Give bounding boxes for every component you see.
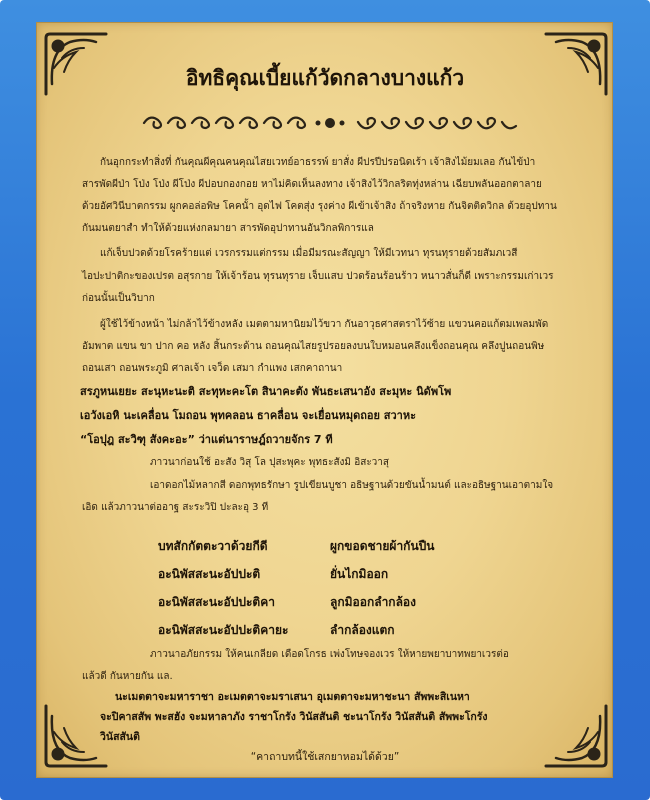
paragraph-line: สารพัดผีป่า โป่ง โป่ง ผีโป่ง ผีปอบกองกอย หาไม่คิดเห็นลงทาง เจ้าสิงไว้วิกลริตทุ่งหล่าน เฉียบพลันออกตาลาย — [82, 179, 542, 190]
final-mantra-line: วินัสสันติ — [100, 731, 140, 743]
paragraph-line: ถอนเสา ถอนพระภูมิ ศาลเจ้า เจว็ด เสมา กำแพง เสกคาถานา — [82, 363, 343, 374]
instruction-line: เอิด แล้วภาวนาต่ออาฐ สะระวิปิ ปะละอุ 3 ที — [82, 502, 269, 513]
mantra-line: สรภูหนเยยะ สะนุหะนะติ สะทุหะคะโต สินาคะตัง พันธะเสนาอัง สะมุหะ นิดัพโพ — [80, 385, 452, 398]
closing-line: ภาวนาอภัยกรรม ให้คนเกลียด เดือดโกรธ เพ่งโทษจองเวร ให้หายพยาบาทพยาเวรต่อ — [150, 649, 509, 660]
title-divider-ornament — [140, 112, 520, 134]
paragraph-line: ไอปะปาติกะของเปรต อสุรกาย ให้เจ้าร้อน ทุรนทุราย เจ็บแสบ ปวดร้อนร้อนร้าว หนาวสั่นก็ดี เพราะกรรมเก่าเวร — [82, 271, 554, 282]
paragraph-line: ด้วยอัศวินีบาตกรรม ผูกคอล่อพิษ โคคนั้า อุดไฟ โคตสุ่ง รุงค่าง ผีเข้าเจ้าสิง ถ้าจริงหาย กันจิตติดวิกล ด้วยอุปทาน — [82, 201, 557, 212]
paragraph-line: กันมนตยาสำ ทำให้ด้วยแห่งกลมายา สารพัดอุปาทานอันวิกลพิการแล — [82, 223, 374, 234]
closing-line: แล้วดี กันหายกัน แล. — [82, 671, 173, 682]
final-mantra-line: นะเมตตาจะมหาราชา อะเมตตาจะมราเสนา อุเมตตาจะมหาชะนา สัพพะสิเนหา — [115, 691, 470, 703]
paragraph-line: แก้เจ็บปวดด้วยโรคร้ายแต่ เวรกรรมแต่กรรม เมื่อมีมรณะสัญญา ให้มีเวทนา ทุรนทุรายด้วยสัมภเวสี — [100, 248, 518, 259]
document-title: อิทธิคุณเบี้ยแก้วัดกลางบางแก้ว — [185, 65, 465, 90]
verse-right: ลำกล้องแตก — [330, 623, 395, 637]
mantra-line: “โอปุฎ สะวิฑุ สังคะอะ” ว่าแต่นาราษฎ์ถวายจักร 7 ที — [80, 433, 333, 446]
verse-left: อะนิพัสสะนะอัปปะติคายะ — [158, 623, 289, 637]
verse-right: ลูกมิออกลำกล้อง — [330, 595, 416, 609]
final-mantra-line: จะปิคาสสัพ พะสฮัง จะมหาลาภัง ราชาโกรัง วินัสสันติ ชะนาโกรัง วินัสสันติ สัพพะโกรัง — [100, 711, 488, 723]
verse-right: ผูกขอดชายผ้ากันปืน — [330, 539, 435, 553]
verse-right: ยั่นไกมิออก — [330, 567, 389, 581]
mantra-line: เอวังเอหิ นะเคลื่อน โมถอน พุทคลอน ธาคลื่อน จะเยื่อนหมุดถอย สวาหะ — [80, 409, 416, 422]
parchment-document — [36, 22, 613, 778]
corner-ornament-bottom-right — [540, 700, 612, 772]
paragraph-line: กันอุกกระทำสิ่งที่ กันคุณผีคุณคนคุณไสยเวทย์อาธรรพ์ ยาสั่ง ผีปรปีปรอนิดเร้า เจ้าสิงไม้ยมเลอ กันไข้ป่า — [100, 157, 536, 168]
paragraph-line: ก่อนนั้นเป็นวิบาก — [82, 293, 155, 304]
paragraph-line: อัมพาต แขน ขา ปาก คอ หลัง สิ้นกระด้าน ถอนคุณไสยรูปรอยลงบนใบหมอนคลึงแข็งถอนคุณ คลึงปูนถอนพิษ — [82, 341, 545, 352]
verse-left: อะนิพัสสะนะอัปปะติ — [158, 567, 261, 581]
instruction-line: เอาดอกไม้หลากสี ดอกพุทธรักษา รูปเขียนบูชา อธิษฐานด้วยขันน้ำมนต์ และอธิษฐานเอาตามใจ — [150, 480, 554, 491]
paragraph-line: ผู้ใช้ไว้ข้างหน้า ไม่กล้าไว้ข้างหลัง เมตตามหานิยมไว้ขวา กันอาวุธศาสตราไว้ซ้าย แขวนคอแก้ตมเพลมพัด — [100, 319, 549, 330]
prayer-line: ภาวนาก่อนใช้ อะสัง วิสุ โล ปุสะพุคะ พุทธะสังมิ อิสะวาสุ — [150, 457, 390, 468]
verse-left: อะนิพัสสะนะอัปปะติคา — [158, 595, 275, 609]
footer-note: “คาถาบทนี้ใช้เสกยาหอมได้ด้วย” — [250, 751, 400, 763]
verse-left: บทสักกัตตะวาด้วยกีดี — [158, 539, 268, 553]
